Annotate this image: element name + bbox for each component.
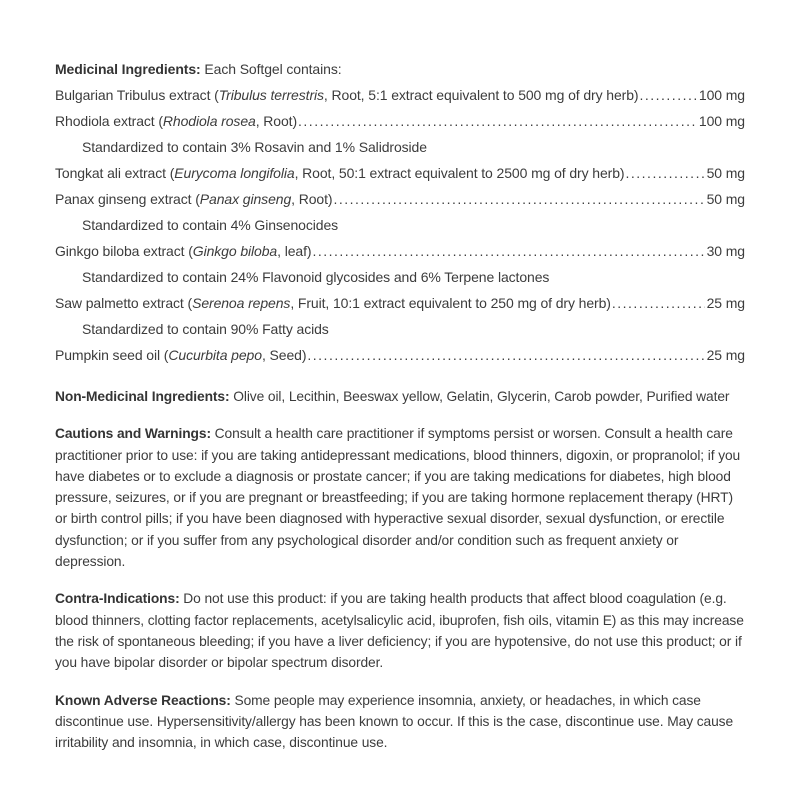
standardized-note: Standardized to contain 4% Ginsenocides xyxy=(82,217,339,233)
dot-leader xyxy=(639,82,696,108)
label-content xyxy=(55,56,745,769)
latin-name: Tribulus terrestris xyxy=(218,87,324,103)
standardized-note: Standardized to contain 90% Fatty acids xyxy=(82,321,329,337)
medicinal-ingredients-heading-row xyxy=(55,56,745,82)
non-medicinal-body: Olive oil, Lecithin, Beeswax yellow, Gelatin, Glycerin, Carob powder, Purified water xyxy=(229,389,730,404)
dot-leader xyxy=(612,290,705,316)
ingredient-amount: 25 mg xyxy=(706,347,745,363)
ingredient-amount: 50 mg xyxy=(706,191,745,207)
cautions-body: Consult a health care practitioner if symptoms persist or worsen. Consult a health care practitioner prior to use: if you are taking antidepressant medications, blood thinners, digoxin, or propranolol; if you have diabetes or to exclude a diagnosis or prostate cancer; if you are taking medications for diabetes, high blood pressure, seizures, or if you are pregnant or breastfeeding; if you are taking hormone replacement therapy (HRT) or birth control pills; if you have been diagnosed with hyperactive sexual disorder, sexual dysfunction, or erectile dysfunction; or if you suffer from any psychological disorder and/or condition such as frequent anxiety or depression. xyxy=(55,426,741,570)
cautions-heading: Cautions and Warnings: xyxy=(55,426,211,442)
ingredient-row: Rhodiola extract (Rhodiola rosea, Root) ..... 100 mg xyxy=(55,108,745,134)
contra-indications-heading: Contra-Indications: xyxy=(55,591,180,607)
paragraph-contra-indications xyxy=(55,588,745,673)
standardized-note: Standardized to contain 24% Flavonoid glycosides and 6% Terpene lactones xyxy=(82,269,550,285)
latin-name: Panax ginseng xyxy=(199,191,292,207)
non-medicinal-heading: Non-Medicinal Ingredients: xyxy=(55,389,230,404)
standardized-note: Standardized to contain 3% Rosavin and 1% Salidroside xyxy=(82,139,427,155)
ingredient-row: Pumpkin seed oil (Cucurbita pepo, Seed) ..... 25 mg xyxy=(55,342,745,368)
dot-leader xyxy=(298,108,697,134)
paragraph-known-adverse-reactions xyxy=(55,690,745,754)
ingredient-amount: 25 mg xyxy=(706,295,745,311)
known-adverse-heading: Known Adverse Reactions: xyxy=(55,692,231,708)
known-adverse-body: Some people may experience insomnia, anxiety, or headaches, in which case discontinue use. Hypersensitivity/allergy has been known to occur. If this is the case, discontinue use. May cause irritability and insomnia, in which case, discontinue use. xyxy=(55,692,734,751)
paragraph-non-medicinal xyxy=(55,386,745,407)
latin-name: Eurycoma longifolia xyxy=(174,165,295,181)
dot-leader xyxy=(307,342,704,368)
ingredient-row: Saw palmetto extract (Serenoa repens, Fruit, 10:1 extract equivalent to 250 mg of dry herb) ..... 25 mg xyxy=(55,290,745,316)
ingredient-amount: 30 mg xyxy=(706,243,745,259)
medicinal-ingredients-section xyxy=(55,56,745,368)
ingredient-row: Tongkat ali extract (Eurycoma longifolia, Root, 50:1 extract equivalent to 2500 mg of dry herb) ..... 50 mg xyxy=(55,160,745,186)
latin-name: Rhodiola rosea xyxy=(162,113,256,129)
contra-indications-body: Do not use this product: if you are taking health products that affect blood coagulation (e.g. blood thinners, clotting factor replacements, acetylsalicylic acid, ibuprofen, fish oils, vitamin E) as this may increase the risk of spontaneous bleeding; if you have a liver deficiency; if you are hypotensive, do not use this product; or if you have bipolar disorder or bipolar spectrum disorder. xyxy=(55,591,744,671)
ingredient-row: Ginkgo biloba extract (Ginkgo biloba, leaf) ..... 30 mg xyxy=(55,238,745,264)
dot-leader xyxy=(333,186,704,212)
ingredient-amount: 50 mg xyxy=(706,165,745,181)
ingredient-amount: 100 mg xyxy=(698,87,745,103)
paragraph-cautions-warnings xyxy=(55,423,745,572)
latin-name: Cucurbita pepo xyxy=(168,347,262,363)
latin-name: Ginkgo biloba xyxy=(192,243,278,259)
medicinal-ingredients-heading: Medicinal Ingredients: xyxy=(55,61,201,77)
ingredient-amount: 100 mg xyxy=(698,113,745,129)
medicinal-ingredients-subheading: Each Softgel contains: xyxy=(200,61,342,77)
ingredient-row: Bulgarian Tribulus extract (Tribulus terrestris, Root, 5:1 extract equivalent to 500 mg of dry herb) ..... 100 mg xyxy=(55,82,745,108)
dot-leader xyxy=(626,160,705,186)
ingredient-row: Panax ginseng extract (Panax ginseng, Root) ..... 50 mg xyxy=(55,186,745,212)
latin-name: Serenoa repens xyxy=(192,295,291,311)
dot-leader xyxy=(312,238,704,264)
